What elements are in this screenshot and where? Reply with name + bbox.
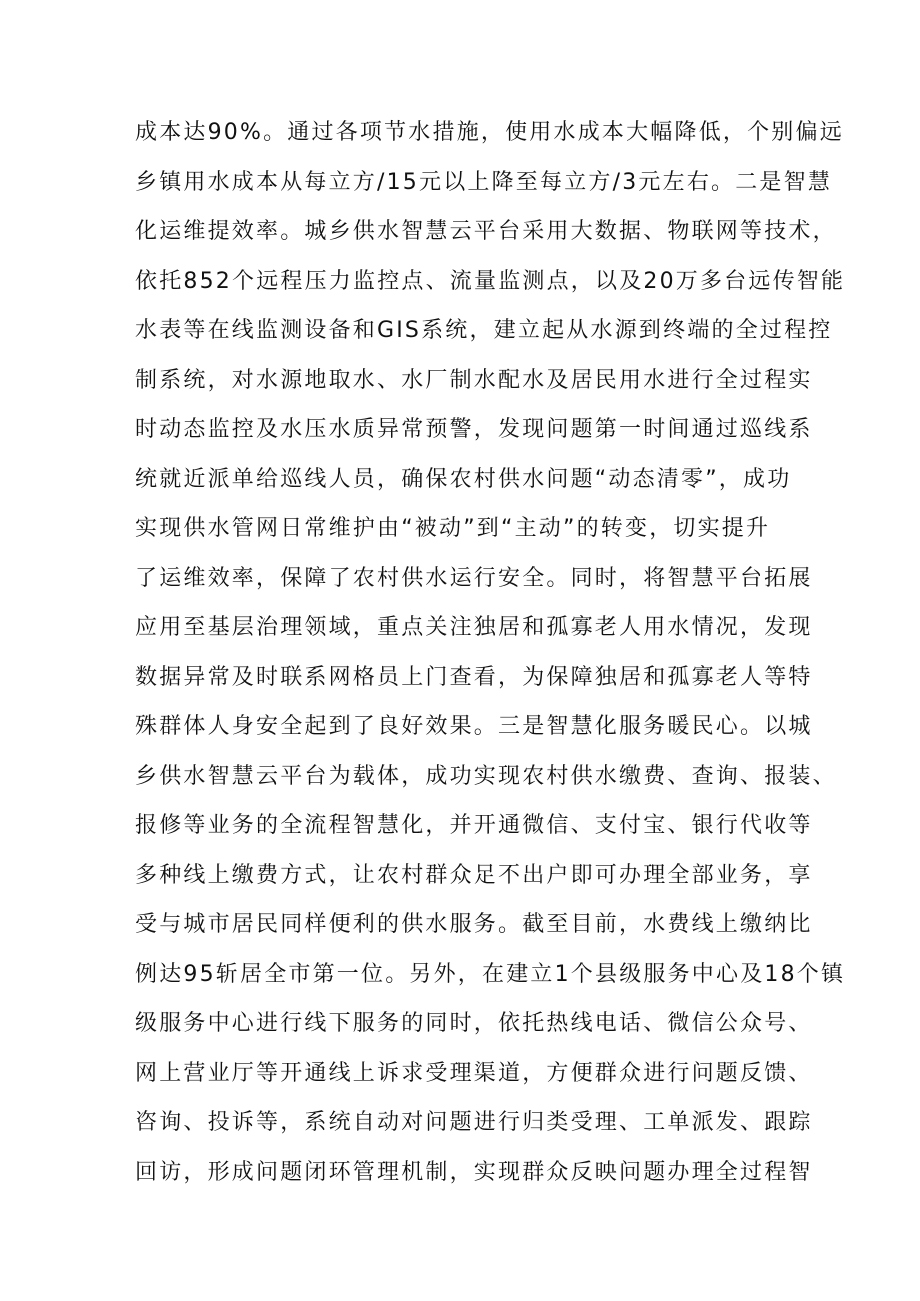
text-line-8: 统就近派单给巡线人员，确保农村供水问题“动态清零”，成功 bbox=[135, 466, 792, 492]
text-line-18: 例达95斩居全市第一位。另外，在建立1个县级服务中心及18个镇 bbox=[135, 961, 846, 987]
text-line-15: 报修等业务的全流程智慧化，并开通微信、支付宝、银行代收等 bbox=[135, 813, 813, 838]
text-line-3: 化运维提效率。城乡供水智慧云平台采用大数据、物联网等技术， bbox=[135, 219, 837, 244]
text-line-13: 殊群体人身安全起到了良好效果。三是智慧化服务暖民心。以城 bbox=[135, 714, 813, 739]
text-line-21: 咨询、投诉等，系统自动对问题进行归类受理、工单派发、跟踪 bbox=[135, 1110, 813, 1135]
text-line-4: 依托852个远程压力监控点、流量监测点，以及20万多台远传智能 bbox=[135, 268, 846, 294]
text-line-20: 网上营业厅等开通线上诉求受理渠道，方便群众进行问题反馈、 bbox=[135, 1060, 813, 1086]
text-line-11: 应用至基层治理领域，重点关注独居和孤寡老人用水情况，发现 bbox=[135, 615, 813, 640]
text-line-16: 多种线上缴费方式，让农村群众足不出户即可办理全部业务，享 bbox=[135, 862, 813, 888]
body-text bbox=[135, 108, 846, 1197]
text-line-22: 回访，形成问题闭环管理机制，实现群众反映问题办理全过程智 bbox=[135, 1159, 813, 1185]
text-line-19: 级服务中心进行线下服务的同时，依托热线电话、微信公众号、 bbox=[135, 1011, 813, 1036]
text-line-9: 实现供水管网日常维护由“被动”到“主动”的转变，切实提升 bbox=[135, 516, 771, 541]
text-line-10: 了运维效率，保障了农村供水运行安全。同时，将智慧平台拓展 bbox=[135, 565, 813, 591]
text-line-12: 数据异常及时联系网格员上门查看，为保障独居和孤寡老人等特 bbox=[135, 664, 813, 690]
text-line-5: 水表等在线监测设备和GIS系统，建立起从水源到终端的全过程控 bbox=[135, 318, 833, 343]
text-line-2: 乡镇用水成本从每立方/15元以上降至每立方/3元左右。二是智慧 bbox=[135, 169, 833, 195]
text-line-6: 制系统，对水源地取水、水厂制水配水及居民用水进行全过程实 bbox=[135, 367, 813, 393]
text-line-1: 成本达90%。通过各项节水措施，使用水成本大幅降低，个别偏远 bbox=[135, 120, 844, 145]
text-line-7: 时动态监控及水压水质异常预警，发现问题第一时间通过巡线系 bbox=[135, 417, 813, 442]
text-line-17: 受与城市居民同样便利的供水服务。截至目前，水费线上缴纳比 bbox=[135, 912, 813, 937]
text-line-14: 乡供水智慧云平台为载体，成功实现农村供水缴费、查询、报装、 bbox=[135, 763, 837, 789]
